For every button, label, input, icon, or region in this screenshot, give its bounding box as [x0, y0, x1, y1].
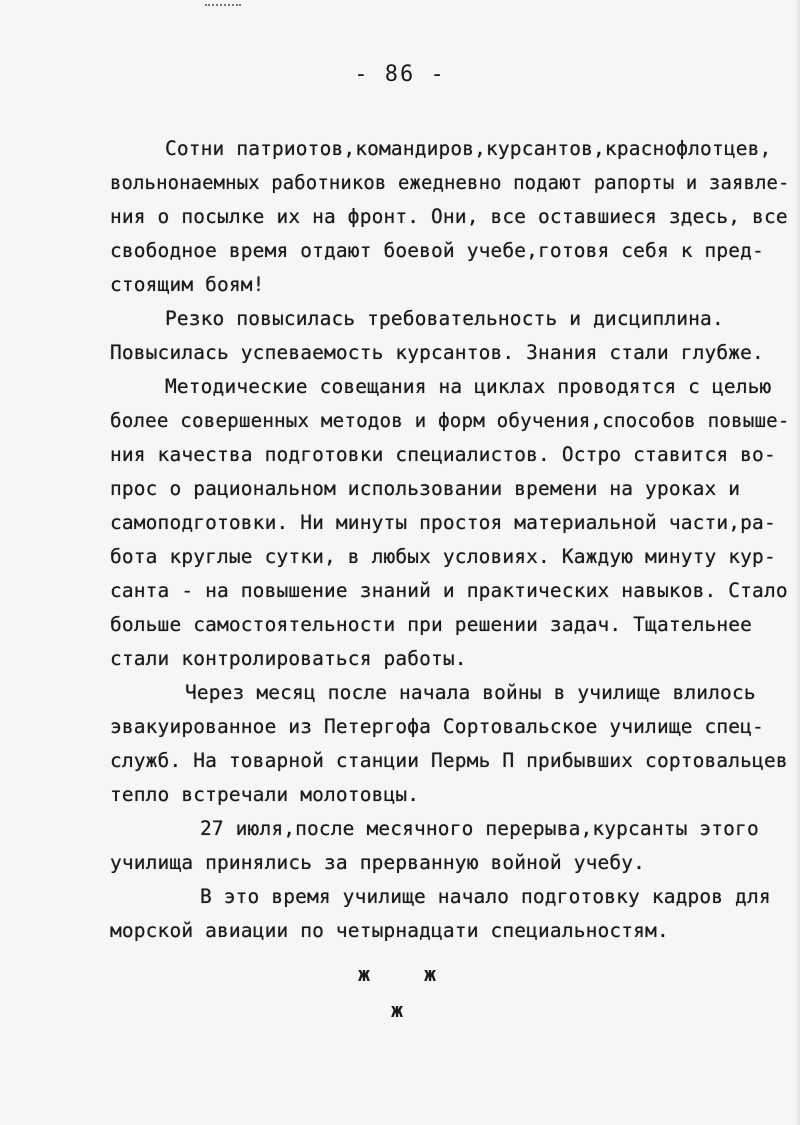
text-line-15: больше самостоятельности при решении задач. Тщательнее [110, 613, 753, 636]
top-edge-mark [205, 4, 241, 8]
asterisk-left: ж [358, 962, 371, 986]
text-line-5: стоящим боям! [110, 273, 265, 296]
text-line-10: ния качества подготовки специалистов. Остро ставится во- [110, 443, 776, 466]
text-line-19: служб. На товарной станции Пермь П прибывших сортовальцев [110, 749, 788, 772]
text-line-3: ния о посылке их на фронт. Они, все оставшиеся здесь, все [110, 205, 788, 228]
text-line-4: свободное время отдают боевой учебе,готовя себя к пред- [110, 239, 764, 262]
text-line-8: Методические совещания на циклах проводятся с целью [165, 375, 772, 398]
text-line-21: 27 июля,после месячного перерыва,курсанты этого [200, 817, 759, 840]
text-line-22: училища принялись за прерванную войной учебу. [110, 851, 646, 874]
text-line-1: Сотни патриотов,командиров,курсантов,краснофлотцев, [165, 137, 772, 160]
text-line-24: морской авиации по четырнадцати специальностям. [110, 919, 669, 942]
text-line-7: Повысилась успеваемость курсантов. Знания стали глубже. [110, 341, 764, 364]
text-line-20: тепло встречали молотовцы. [110, 783, 420, 806]
text-line-18: эвакуированное из Петергофа Сортовальское училище спец- [110, 715, 764, 738]
asterisk-bottom: ж [391, 998, 404, 1022]
text-line-17: Через месяц после начала войны в училище влилось [185, 681, 756, 704]
text-line-6: Резко повысилась требовательность и дисциплина. [165, 307, 724, 330]
page-edge-shade [794, 0, 800, 1125]
text-line-2: вольнонаемных работников ежедневно подают рапорты и заявле- [110, 171, 790, 194]
text-line-13: бота круглые сутки, в любых условиях. Каждую минуту кур- [110, 545, 776, 568]
text-line-16: стали контролироваться работы. [110, 647, 467, 670]
asterisk-right: ж [424, 962, 437, 986]
text-line-9: более совершенных методов и форм обучения,способов повыше- [110, 409, 790, 432]
text-line-11: прос о рациональном использовании времени на уроках и [110, 477, 741, 500]
text-line-14: санта - на повышение знаний и практических навыков. Стало [110, 579, 788, 602]
text-line-23: В это время училище начало подготовку кадров для [200, 885, 771, 908]
page-number: - 86 - [354, 62, 446, 87]
text-line-12: самоподготовки. Ни минуты простоя материальной части,ра- [110, 511, 776, 534]
